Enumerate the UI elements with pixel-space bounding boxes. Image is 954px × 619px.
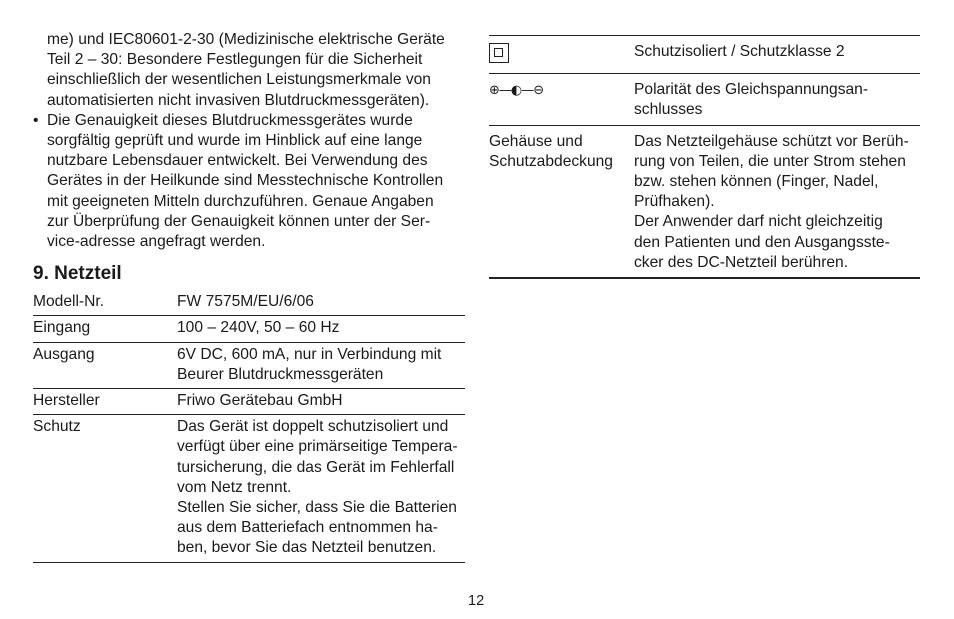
left-column xyxy=(33,30,465,563)
bullet-marker: • xyxy=(33,111,39,129)
text-line: me) und IEC80601-2-30 (Medizinische elektrische Geräte xyxy=(47,31,445,48)
table-row xyxy=(33,389,465,415)
text-line: verfügt über eine primärseitige Tempera- xyxy=(177,438,458,456)
text-line: sorgfältig geprüft und wurde im Hinblick auf eine lange xyxy=(47,132,423,150)
spec-value xyxy=(177,316,465,342)
text-line: FW 7575M/EU/6/06 xyxy=(177,293,314,311)
text-line: ben, bevor Sie das Netzteil benutzen. xyxy=(177,539,437,557)
spec-value xyxy=(177,290,465,316)
double-insulation-icon xyxy=(489,43,509,63)
symbol-cell xyxy=(489,74,634,125)
text-line: den Patienten und den Ausgangsste- xyxy=(634,233,890,251)
table-row xyxy=(489,125,920,278)
spec-value xyxy=(177,342,465,388)
text-line: automatisierten nicht invasiven Blutdruckmessgeräten). xyxy=(47,91,430,109)
text-line: mit geeigneten Mitteln durchzuführen. Genaue Angaben xyxy=(47,192,434,210)
text-line: cker des DC-Netzteil berühren. xyxy=(634,253,849,271)
text-line: tursicherung, die das Gerät im Fehlerfall xyxy=(177,458,455,476)
table-row xyxy=(33,342,465,388)
spec-key: Modell-Nr. xyxy=(33,293,105,311)
text-line: Schutzisoliert / Schutzklasse 2 xyxy=(634,43,845,60)
text-line: aus dem Batteriefach entnommen ha- xyxy=(177,519,438,537)
symbol-description xyxy=(634,125,920,278)
spec-key: Schutz xyxy=(33,418,81,436)
text-line: Polarität des Gleichspannungsan- xyxy=(634,81,869,99)
text-line: Beurer Blutdruckmessgeräten xyxy=(177,365,384,383)
table-row xyxy=(33,415,465,562)
text-line: Schutzabdeckung xyxy=(489,152,613,170)
table-row xyxy=(33,316,465,342)
table-row xyxy=(33,290,465,316)
text-line: rung von Teilen, die unter Strom stehen xyxy=(634,152,906,170)
dc-polarity-icon: ⊕—◐—⊖ xyxy=(489,83,544,99)
text-line: zur Überprüfung der Genauigkeit können unter der Ser- xyxy=(47,212,431,230)
text-line: nutzbare Lebensdauer entwickelt. Bei Verwendung des xyxy=(47,152,428,170)
text-line: bzw. stehen können (Finger, Nadel, xyxy=(634,173,879,191)
spec-value xyxy=(177,415,465,562)
spec-key: Ausgang xyxy=(33,345,95,363)
text-line: vice-adresse angefragt werden. xyxy=(47,233,266,251)
spec-key: Eingang xyxy=(33,319,91,337)
text-line: Prüfhaken). xyxy=(634,193,715,211)
intro-paragraph xyxy=(33,30,465,111)
section-heading: 9. Netzteil xyxy=(33,263,122,285)
text-line: schlusses xyxy=(634,101,703,119)
symbol-cell xyxy=(489,125,634,278)
text-line: vom Netz trennt. xyxy=(177,478,292,496)
text-line: 6V DC, 600 mA, nur in Verbindung mit xyxy=(177,345,442,363)
text-line: Gerätes in der Heilkunde sind Messtechnische Kontrollen xyxy=(47,172,444,190)
text-line: Teil 2 – 30: Besondere Festlegungen für die Sicherheit xyxy=(47,51,423,69)
right-column xyxy=(489,35,920,279)
power-supply-spec-table xyxy=(33,290,465,562)
symbol-description xyxy=(634,74,920,125)
text-line: Die Genauigkeit dieses Blutdruckmessgerätes wurde xyxy=(47,111,413,129)
text-line: 100 – 240V, 50 – 60 Hz xyxy=(177,319,340,337)
bullet-paragraph xyxy=(33,111,465,252)
text-line: Stellen Sie sicher, dass Sie die Batterien xyxy=(177,499,457,517)
text-line: Der Anwender darf nicht gleichzeitig xyxy=(634,213,883,231)
table-row xyxy=(489,74,920,125)
text-line: einschließlich der wesentlichen Leistungsmerkmale von xyxy=(47,71,431,89)
spec-value xyxy=(177,389,465,415)
text-line: Friwo Gerätebau GmbH xyxy=(177,392,343,410)
spec-key: Hersteller xyxy=(33,392,100,410)
symbol-table xyxy=(489,35,920,279)
text-line: Gehäuse und xyxy=(489,132,583,150)
text-line: Das Netzteilgehäuse schützt vor Berüh- xyxy=(634,132,909,150)
symbol-description xyxy=(634,36,920,74)
table-row xyxy=(489,36,920,74)
page-number: 12 xyxy=(468,593,485,609)
symbol-cell xyxy=(489,36,634,74)
text-line: Das Gerät ist doppelt schutzisoliert und xyxy=(177,418,449,436)
